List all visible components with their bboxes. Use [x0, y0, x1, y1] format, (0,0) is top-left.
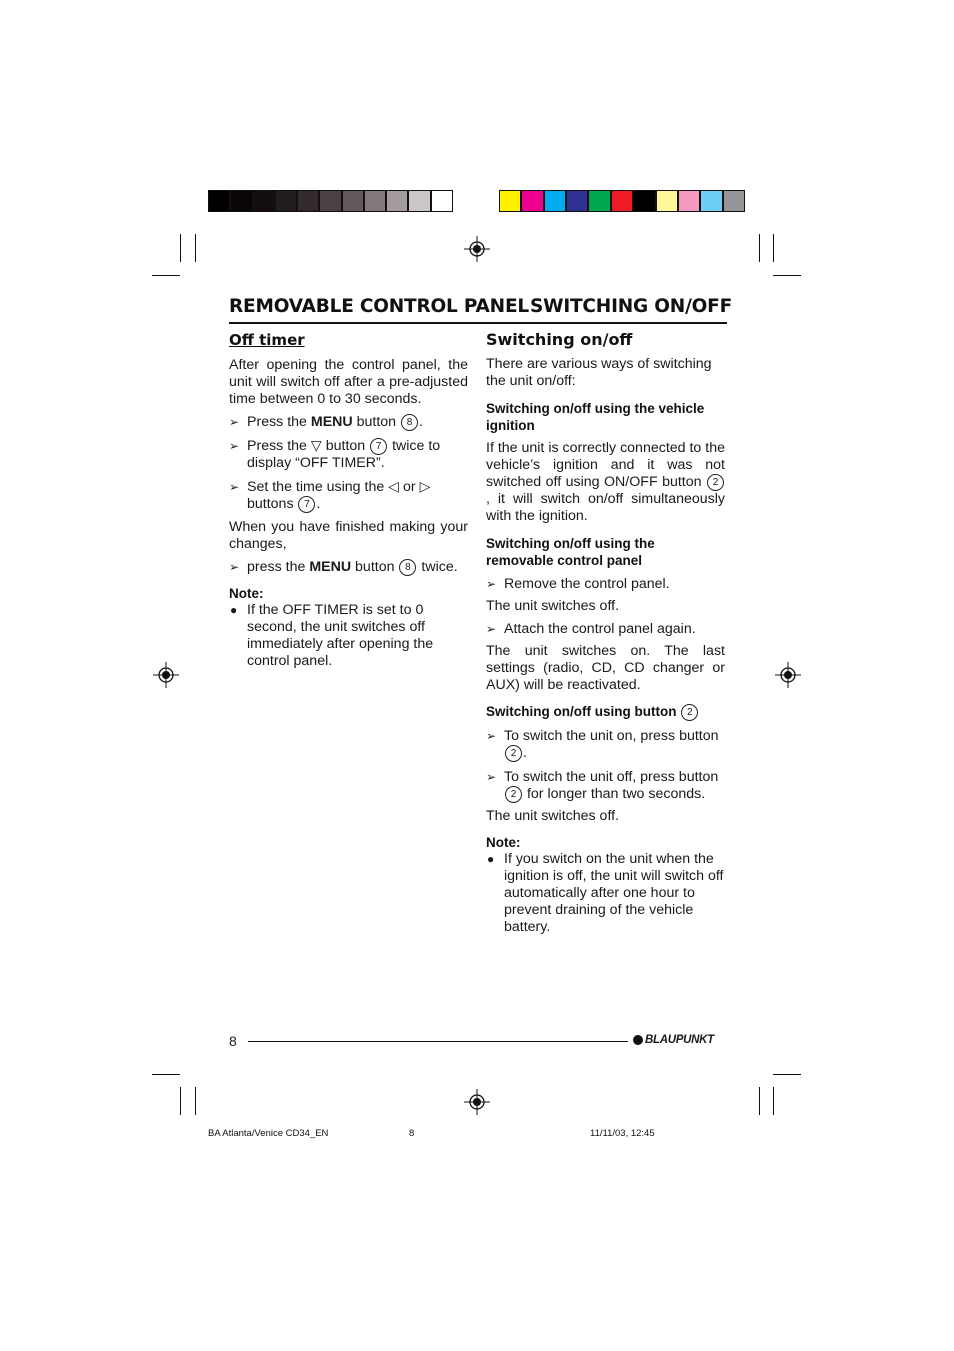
color-swatch: [209, 191, 231, 211]
button-number-badge: 2: [681, 704, 698, 721]
crop-mark: [195, 234, 196, 262]
footer-timestamp: 11/11/03, 12:45: [590, 1128, 655, 1139]
color-swatch: [365, 191, 387, 211]
button-number-badge: 8: [399, 559, 416, 576]
header-rule: [229, 322, 727, 324]
when-done-text: When you have finished making your changes,: [229, 519, 468, 552]
footer-file-name: BA Atlanta/Venice CD34_EN: [208, 1128, 329, 1139]
step-remove-panel: ➢ Remove the control panel.: [486, 576, 670, 592]
color-swatch: [612, 191, 634, 211]
ignition-text: If the unit is correctly connected to the vehicle’s ignition and it was not switched off using ON/OFF button 2, it will switch on/off simultaneously with the ignition.: [486, 440, 725, 524]
arrow-bullet-icon: ➢: [486, 622, 497, 636]
crop-mark: [773, 234, 774, 262]
footer-page: 8: [409, 1128, 415, 1139]
left-column: [229, 330, 468, 670]
color-swatch: [657, 191, 679, 211]
button-number-badge: 7: [298, 496, 315, 513]
switching-heading: Switching on/off: [486, 330, 633, 349]
arrow-bullet-icon: ➢: [486, 577, 497, 591]
arrow-bullet-icon: ➢: [229, 415, 240, 429]
off-timer-heading: Off timer: [229, 331, 305, 349]
note-item: ● If the OFF TIMER is set to 0 second, the unit switches off immediately after opening the control panel.: [230, 602, 434, 669]
arrow-bullet-icon: ➢: [229, 480, 240, 494]
color-swatch: [409, 191, 431, 211]
button-number-badge: 2: [707, 474, 724, 491]
step-switch-off: ➢ To switch the unit off, press button 2 for longer than two seconds.: [486, 769, 719, 802]
subheading-control-panel: Switching on/off using the removable control panel: [486, 536, 655, 568]
off-timer-intro: After opening the control panel, the unit will switch off after a pre-adjusted time between 0 to 30 seconds.: [229, 357, 468, 407]
subheading-ignition: Switching on/off using the vehicle ignition: [486, 401, 705, 433]
color-swatch: [701, 191, 723, 211]
step-press-menu: ➢ Press the MENU button 8 .: [229, 414, 423, 430]
registration-mark-icon: [464, 236, 490, 262]
dot-bullet-icon: ●: [230, 603, 238, 617]
dot-bullet-icon: ●: [487, 852, 495, 866]
crop-mark: [759, 234, 760, 262]
color-swatch: [522, 191, 544, 211]
color-swatch: [545, 191, 567, 211]
section-title-right: SWITCHING ON/OFF: [530, 296, 733, 317]
button-number-badge: 7: [370, 438, 387, 455]
color-swatch: [567, 191, 589, 211]
footer-rule: [248, 1041, 628, 1042]
switches-off-text: The unit switches off.: [486, 808, 620, 824]
switches-off-text: The unit switches off.: [486, 598, 620, 614]
right-column: [486, 330, 725, 936]
crop-mark: [180, 234, 181, 262]
button-number-badge: 8: [401, 414, 418, 431]
page-number: 8: [229, 1033, 237, 1049]
brand-logo: BLAUPUNKT: [633, 1034, 714, 1046]
color-swatch: [724, 191, 744, 211]
color-swatch: [634, 191, 656, 211]
arrow-bullet-icon: ➢: [229, 439, 240, 453]
crop-mark: [773, 275, 801, 276]
color-swatch: [298, 191, 320, 211]
registration-mark-icon: [153, 662, 179, 688]
arrow-bullet-icon: ➢: [486, 729, 497, 743]
step-switch-on: ➢ To switch the unit on, press button 2 .: [486, 728, 719, 761]
step-set-time: ➢ Set the time using the ◁ or ▷ buttons 7 .: [229, 479, 431, 512]
color-swatch: [320, 191, 342, 211]
step-press-down: ➢ Press the ▽ button 7 twice to display “OFF TIMER”.: [229, 438, 441, 471]
crop-mark: [759, 1087, 760, 1115]
color-swatch: [276, 191, 298, 211]
crop-mark: [773, 1074, 801, 1075]
gray-calibration-bar: [208, 190, 453, 212]
button-number-badge: 2: [505, 786, 522, 803]
step-press-menu-twice: ➢ press the MENU button 8 twice.: [229, 559, 458, 575]
subheading-button: Switching on/off using button 2: [486, 703, 725, 721]
crop-mark: [195, 1087, 196, 1115]
switches-on-text: The unit switches on. The last settings (radio, CD, CD changer or AUX) will be reactivated.: [486, 643, 725, 693]
registration-mark-icon: [775, 662, 801, 688]
color-swatch: [231, 191, 253, 211]
color-swatch: [589, 191, 611, 211]
note-label: Note:: [229, 586, 264, 601]
arrow-bullet-icon: ➢: [229, 560, 240, 574]
note-label: Note:: [486, 835, 521, 850]
color-swatch: [387, 191, 409, 211]
color-swatch: [254, 191, 276, 211]
crop-mark: [773, 1087, 774, 1115]
note-item: ● If you switch on the unit when the ignition is off, the unit will switch off automatically after one hour to prevent draining of the vehicle battery.: [487, 851, 724, 935]
switching-intro: There are various ways of switching the unit on/off:: [486, 356, 712, 389]
registration-mark-icon: [464, 1089, 490, 1115]
color-calibration-bar: [499, 190, 745, 212]
crop-mark: [152, 275, 180, 276]
color-swatch: [343, 191, 365, 211]
crop-mark: [152, 1074, 180, 1075]
color-swatch: [679, 191, 701, 211]
step-attach-panel: ➢ Attach the control panel again.: [486, 621, 696, 637]
crop-mark: [180, 1087, 181, 1115]
arrow-bullet-icon: ➢: [486, 770, 497, 784]
color-swatch: [500, 191, 522, 211]
color-swatch: [432, 191, 452, 211]
section-title-left: REMOVABLE CONTROL PANEL: [229, 296, 529, 317]
brand-dot-icon: [633, 1035, 643, 1045]
button-number-badge: 2: [505, 745, 522, 762]
